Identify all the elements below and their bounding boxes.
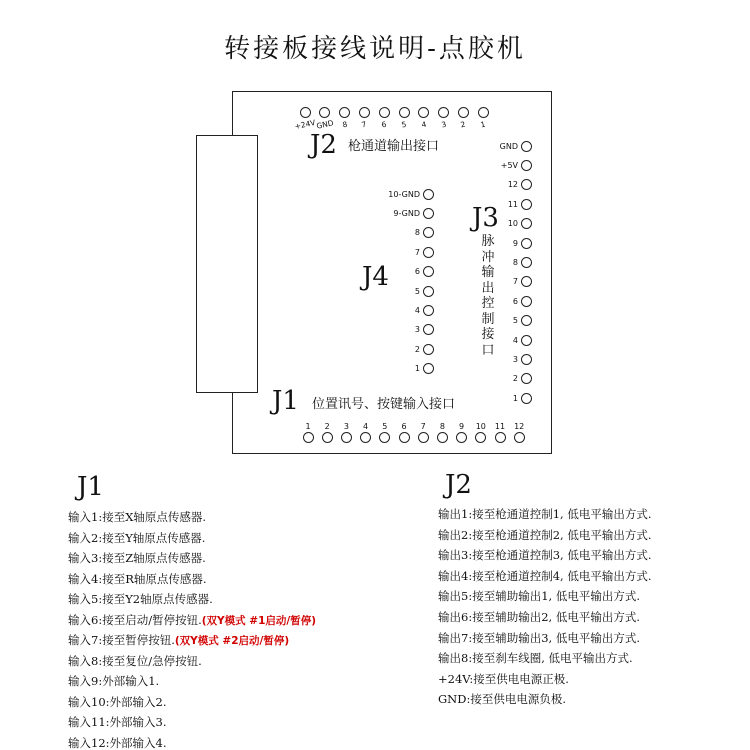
j1-label: J1	[272, 386, 299, 416]
pin-label: 3	[440, 119, 447, 130]
pin-hole	[418, 432, 429, 443]
j1-description-line	[68, 695, 166, 709]
pin-label: 7	[420, 422, 426, 431]
description-text: 输入6:接至启动/暂停按钮.	[68, 612, 202, 627]
pin-label: 1	[479, 119, 487, 130]
pin-label: 6	[414, 267, 420, 277]
description-text: 输入12:外部输入4.	[68, 735, 167, 750]
j2-description-line: 输出6:接至辅助输出2, 低电平输出方式.	[438, 610, 640, 624]
pin-label: 5	[414, 286, 420, 296]
page-title: 转接板接线说明-点胶机	[224, 34, 526, 64]
pin-label: 8	[414, 228, 420, 238]
pin-hole	[423, 189, 434, 200]
j2-description-line: 输出3:接至枪通道控制3, 低电平输出方式.	[438, 548, 652, 563]
j3-name-char: 接	[481, 327, 495, 342]
pin-hole	[379, 107, 390, 118]
j3-name-char: 制	[481, 311, 495, 327]
pin-label: 9	[459, 422, 465, 431]
j1-section-heading: J1	[77, 472, 104, 502]
j3-name	[480, 234, 496, 358]
j3-name-char: 出	[481, 280, 495, 296]
pin-label: 4	[420, 119, 428, 130]
pin-label: 10-GND	[388, 189, 420, 199]
j2-description-line: 输出8:接至刹车线圈, 低电平输出方式.	[438, 651, 633, 666]
pin-label: 4	[414, 305, 420, 315]
pin-label: +24V	[293, 117, 317, 132]
pin-label: 2	[512, 374, 518, 384]
j1-description-line	[68, 613, 316, 628]
pin-hole	[423, 208, 434, 219]
pin-hole	[437, 432, 448, 443]
pin-hole	[521, 257, 532, 268]
pin-label: 10	[475, 422, 486, 431]
pin-label: +5V	[500, 160, 518, 170]
pin-hole	[521, 238, 532, 249]
pin-hole	[521, 160, 532, 171]
description-text: 输入5:接至Y2轴原点传感器.	[68, 592, 213, 606]
j1-description-line	[68, 715, 166, 729]
j1-description-line	[68, 551, 206, 565]
pin-hole	[423, 247, 434, 258]
pin-label: 9-GND	[393, 208, 420, 218]
j1-description-line	[68, 531, 205, 545]
pin-label: 7	[414, 247, 420, 257]
pin-label: 7	[361, 119, 368, 130]
j1-description-line	[68, 510, 206, 524]
pin-label: 5	[382, 422, 388, 431]
pin-label: 11	[494, 422, 506, 431]
j2-description-line: 输出5:接至辅助输出1, 低电平输出方式.	[438, 589, 640, 604]
description-text: 输入4:接至R轴原点传感器.	[68, 571, 207, 586]
j1-description-line	[68, 633, 289, 648]
pin-hole	[359, 107, 370, 118]
pin-hole	[300, 107, 311, 118]
pin-label: 8	[439, 422, 445, 431]
pin-hole	[514, 432, 525, 443]
pin-label: 12	[507, 180, 518, 190]
description-text: 输入8:接至复位/急停按钮.	[68, 653, 202, 668]
pin-label: 2	[324, 422, 330, 431]
pin-label: 3	[414, 325, 420, 335]
pin-label: 4	[363, 422, 369, 431]
j4-label: J4	[362, 262, 389, 292]
pin-hole	[521, 335, 532, 346]
pin-hole	[458, 107, 469, 118]
j2-description-line: +24V:接至供电电源正极.	[438, 671, 569, 686]
j1-name: 位置讯号、按键输入接口	[312, 397, 456, 412]
pin-label: 3	[343, 422, 349, 431]
pin-hole	[423, 305, 434, 316]
pin-hole	[303, 432, 314, 443]
description-text: 输入2:接至Y轴原点传感器.	[68, 530, 206, 545]
j2-description-line: 输出4:接至枪通道控制4, 低电平输出方式.	[438, 568, 652, 583]
pin-label: 8	[341, 119, 348, 130]
pin-label: 5	[512, 316, 518, 326]
j3-name-char: 控	[481, 296, 495, 311]
pin-label: 7	[512, 277, 518, 287]
pin-label: 9	[512, 238, 518, 248]
description-text: 输入11:外部输入3.	[68, 715, 167, 729]
pin-hole	[423, 286, 434, 297]
dual-y-mode-note: (双Y模式 #2启动/暂停)	[174, 635, 290, 647]
j3-name-char: 口	[481, 342, 495, 358]
dual-y-mode-note: (双Y模式 #1启动/暂停)	[201, 614, 317, 627]
pin-label: 11	[507, 199, 518, 209]
pin-label: GND	[499, 141, 518, 151]
j1-description-line	[68, 654, 202, 668]
pin-label: 6	[512, 296, 518, 306]
j2-description-line: 输出7:接至辅助输出3, 低电平输出方式.	[438, 630, 640, 645]
pin-hole	[399, 432, 410, 443]
pin-label: 4	[512, 335, 518, 345]
description-text: 输入3:接至Z轴原点传感器.	[68, 551, 206, 565]
pin-label: 6	[380, 119, 388, 130]
pin-hole	[478, 107, 489, 118]
pin-hole	[521, 296, 532, 307]
description-text: 输入7:接至暂停按钮.	[68, 633, 175, 647]
j2-description-line: GND:接至供电电源负极.	[438, 692, 566, 707]
pin-label: 2	[414, 344, 420, 354]
pin-hole	[399, 107, 410, 118]
j2-label: J2	[310, 130, 337, 160]
pin-hole	[495, 432, 506, 443]
j2-section-heading: J2	[445, 470, 472, 500]
pin-hole	[322, 432, 333, 443]
pin-label: 3	[512, 354, 518, 364]
j2-description-line: 输出1:接至枪通道控制1, 低电平输出方式.	[438, 507, 652, 521]
j1-description-line	[68, 572, 207, 586]
pin-label: 1	[305, 422, 311, 431]
pin-hole	[521, 354, 532, 365]
j1-description-line	[68, 736, 166, 750]
pin-hole	[521, 199, 532, 210]
j3-name-char: 冲	[481, 249, 495, 265]
j2-name: 枪通道输出接口	[348, 139, 440, 154]
pin-label: 1	[414, 364, 420, 374]
pin-hole	[423, 344, 434, 355]
pin-hole	[521, 393, 532, 404]
pin-hole	[341, 432, 352, 443]
pin-label: 12	[514, 422, 525, 431]
pin-label: GND	[315, 118, 335, 131]
pin-label: 2	[460, 119, 467, 130]
pin-label: 10	[507, 219, 518, 229]
pin-hole	[521, 141, 532, 152]
description-text: 输入10:外部输入2.	[68, 694, 167, 709]
j3-name-char: 输	[481, 265, 495, 280]
j1-description-line	[68, 674, 159, 688]
description-text: 输入1:接至X轴原点传感器.	[68, 510, 207, 524]
main-connector-outline	[196, 135, 258, 393]
j3-label: J3	[472, 203, 499, 233]
j3-name-char: 脉	[481, 234, 495, 249]
pin-label: 5	[400, 119, 408, 130]
pin-label: 1	[512, 393, 518, 403]
pin-label: 6	[401, 422, 407, 431]
j1-description-line	[68, 592, 213, 606]
description-text: 输入9:外部输入1.	[68, 674, 160, 688]
j2-description-line: 输出2:接至枪通道控制2, 低电平输出方式.	[438, 527, 652, 542]
pin-label: 8	[512, 257, 518, 267]
